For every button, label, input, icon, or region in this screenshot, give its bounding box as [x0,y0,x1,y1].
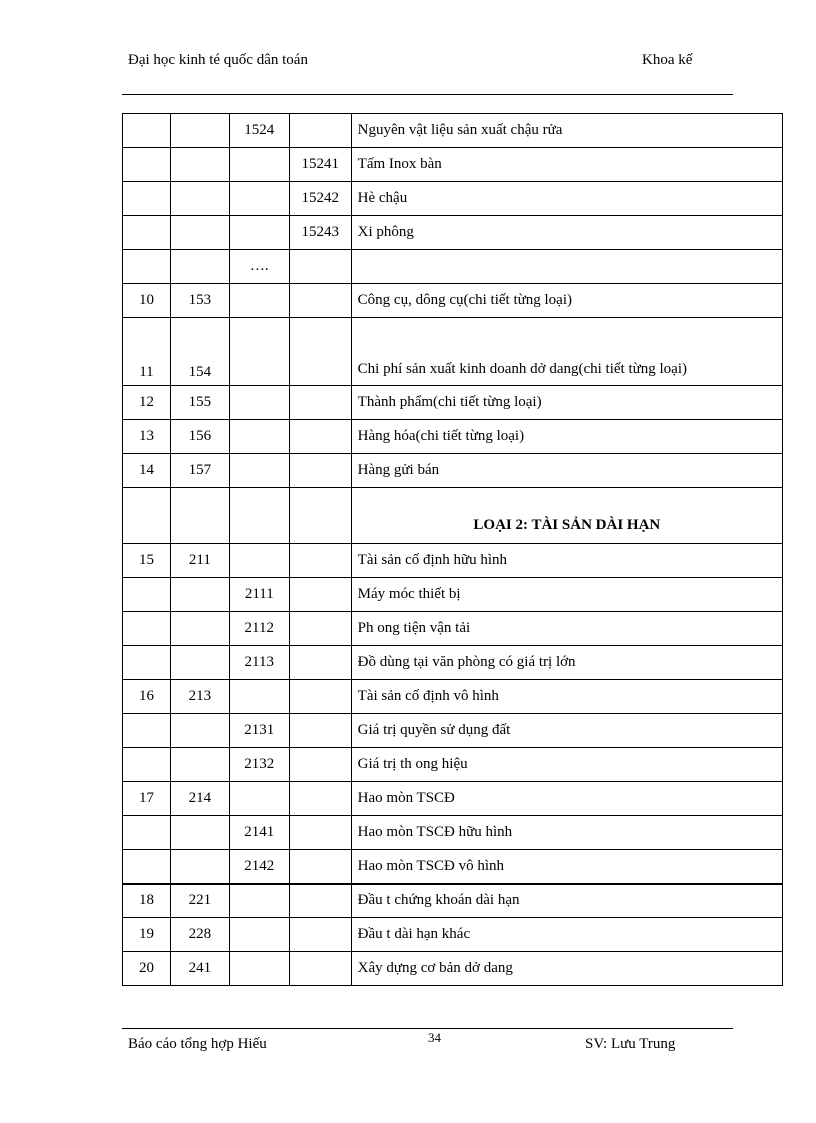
table-row [123,318,783,386]
account-level3 [289,850,351,884]
header-university: Đại học kinh té quốc dân toán [128,52,308,68]
row-number [123,488,171,544]
account-name: Tấm Inox bàn [351,148,782,182]
account-level3 [289,884,351,918]
account-level1 [170,612,229,646]
table-row [123,646,783,680]
account-level2: 2141 [229,816,289,850]
account-level1 [170,850,229,884]
account-level1 [170,250,229,284]
table-row [123,918,783,952]
account-level1: 241 [170,952,229,986]
account-level3 [289,284,351,318]
row-number: 13 [123,420,171,454]
account-level2: 2112 [229,612,289,646]
account-name: Công cụ, dông cụ(chi tiết từng loại) [351,284,782,318]
table-row [123,850,783,884]
account-level3 [289,544,351,578]
account-name: Hàng hóa(chi tiết từng loại) [351,420,782,454]
account-level2 [229,386,289,420]
account-name: Nguyên vật liệu sản xuất chậu rửa [351,114,782,148]
account-level2 [229,918,289,952]
account-name: Giá trị th ong hiệu [351,748,782,782]
row-number [123,182,171,216]
account-level1 [170,578,229,612]
account-name: Hao mòn TSCĐ hữu hình [351,816,782,850]
account-level3 [289,918,351,952]
table-row [123,114,783,148]
row-number: 11 [123,318,171,386]
row-number: 15 [123,544,171,578]
account-name: Đồ dùng tại văn phòng có giá trị lớn [351,646,782,680]
header-divider [122,94,733,95]
account-level1 [170,182,229,216]
account-level3 [289,748,351,782]
account-name: Đầu t chứng khoán dài hạn [351,884,782,918]
account-name: Hàng gửi bán [351,454,782,488]
account-level3 [289,386,351,420]
account-level1: 214 [170,782,229,816]
account-name: Tài sản cố định vô hình [351,680,782,714]
row-number: 12 [123,386,171,420]
chart-of-accounts-table [122,113,783,986]
header-faculty: Khoa kế [642,52,693,68]
row-number: 20 [123,952,171,986]
account-level3 [289,646,351,680]
account-name: Hao mòn TSCĐ vô hình [351,850,782,884]
account-level3: 15242 [289,182,351,216]
account-name: Tài sản cố định hữu hình [351,544,782,578]
account-level3 [289,612,351,646]
account-level2 [229,544,289,578]
table-row [123,250,783,284]
account-level3 [289,816,351,850]
account-level2 [229,680,289,714]
account-level1 [170,748,229,782]
account-name: Xi phông [351,216,782,250]
row-number: 18 [123,884,171,918]
account-level3 [289,114,351,148]
account-name: Thành phẩm(chi tiết từng loại) [351,386,782,420]
row-number [123,816,171,850]
account-level2 [229,884,289,918]
row-number [123,114,171,148]
row-number: 10 [123,284,171,318]
account-level3 [289,578,351,612]
account-level2 [229,318,289,386]
row-number [123,250,171,284]
account-level1 [170,714,229,748]
account-name [351,250,782,284]
section-heading: LOẠI 2: TÀI SẢN DÀI HẠN [351,488,782,544]
row-number [123,646,171,680]
row-number: 17 [123,782,171,816]
account-level1 [170,646,229,680]
table-row [123,714,783,748]
account-level2 [229,284,289,318]
row-number: 16 [123,680,171,714]
account-level1: 157 [170,454,229,488]
account-level2 [229,182,289,216]
table-row [123,386,783,420]
footer-report-title: Báo cáo tổng hợp Hiếu [128,1036,267,1052]
table-row [123,952,783,986]
account-level3 [289,680,351,714]
page-number: 34 [428,1030,441,1045]
account-level2 [229,148,289,182]
row-number [123,714,171,748]
account-level2 [229,952,289,986]
account-level1 [170,114,229,148]
account-level3 [289,250,351,284]
table-row [123,578,783,612]
account-level1: 211 [170,544,229,578]
table-row [123,182,783,216]
account-level3 [289,318,351,386]
row-number [123,748,171,782]
table-row [123,680,783,714]
table-row [123,816,783,850]
account-level1: 213 [170,680,229,714]
table-row [123,782,783,816]
account-level2: 2111 [229,578,289,612]
account-level1 [170,216,229,250]
account-name: Đầu t dài hạn khác [351,918,782,952]
account-level1: 156 [170,420,229,454]
account-name: Xây dựng cơ bản dở dang [351,952,782,986]
account-level1 [170,488,229,544]
account-name: Chi phí sản xuất kinh doanh dở dang(chi tiết từng loại) [351,318,782,386]
account-name: Ph ong tiện vận tải [351,612,782,646]
account-level2: 1524 [229,114,289,148]
account-level2: 2142 [229,850,289,884]
row-number [123,148,171,182]
account-level3 [289,952,351,986]
account-level3 [289,454,351,488]
account-level3 [289,420,351,454]
account-level1: 228 [170,918,229,952]
footer-divider [122,1028,733,1029]
table-row [123,748,783,782]
row-number: 19 [123,918,171,952]
account-level2 [229,488,289,544]
account-level3 [289,714,351,748]
account-level1: 221 [170,884,229,918]
table-row [123,216,783,250]
account-level2 [229,216,289,250]
row-number [123,850,171,884]
account-name: Máy móc thiết bị [351,578,782,612]
account-level1 [170,816,229,850]
account-level2: …. [229,250,289,284]
table-row [123,420,783,454]
row-number [123,578,171,612]
row-number [123,216,171,250]
table-row [123,454,783,488]
row-number: 14 [123,454,171,488]
account-level3 [289,488,351,544]
account-level2: 2131 [229,714,289,748]
section-heading-row [123,488,783,544]
account-level2 [229,454,289,488]
account-level3: 15241 [289,148,351,182]
account-name: Giá trị quyền sử dụng đất [351,714,782,748]
account-level1 [170,148,229,182]
table-row [123,884,783,918]
footer-student: SV: Lưu Trung [585,1036,676,1052]
account-level1: 153 [170,284,229,318]
row-number [123,612,171,646]
account-level1: 154 [170,318,229,386]
table-row [123,148,783,182]
account-level2 [229,782,289,816]
account-name: Hè chậu [351,182,782,216]
table-row [123,544,783,578]
account-level3 [289,782,351,816]
account-level1: 155 [170,386,229,420]
table-row [123,284,783,318]
table-row [123,612,783,646]
account-level3: 15243 [289,216,351,250]
account-level2: 2132 [229,748,289,782]
account-level2 [229,420,289,454]
account-name: Hao mòn TSCĐ [351,782,782,816]
account-level2: 2113 [229,646,289,680]
